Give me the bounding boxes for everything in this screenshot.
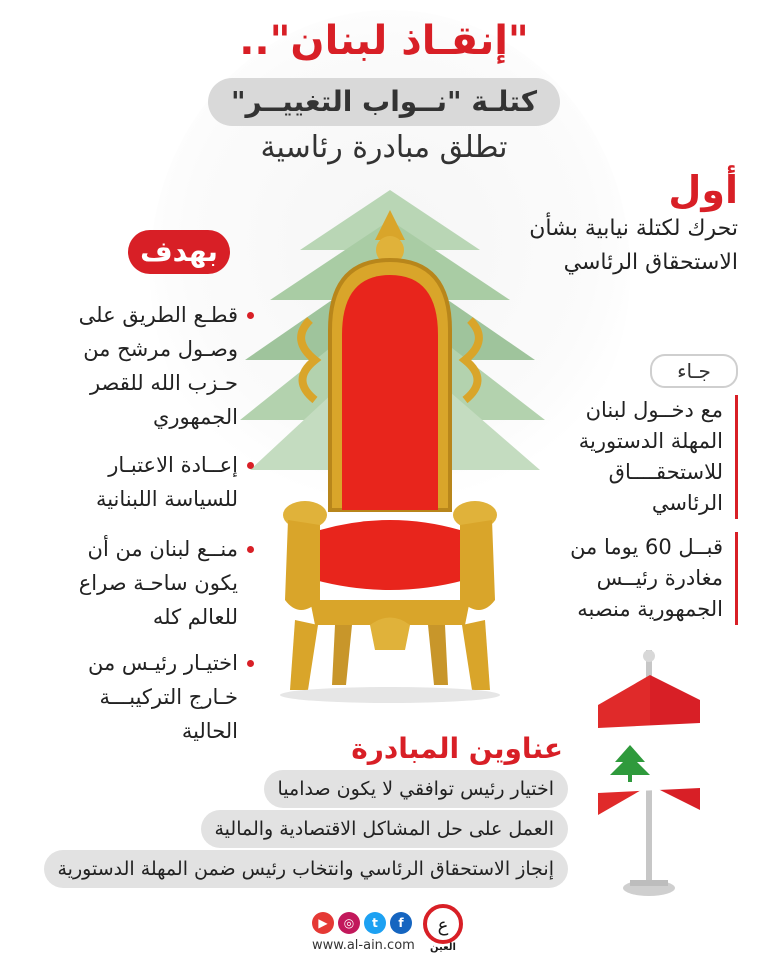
bullet-icon	[247, 312, 254, 319]
facebook-icon[interactable]: f	[390, 912, 412, 934]
svg-text:ع: ع	[437, 915, 449, 936]
title-pill: كتلـة "نــواب التغييــر"	[208, 78, 560, 126]
footer-url[interactable]: www.al-ain.com	[312, 938, 415, 953]
page-title: "إنقـاذ لبنان"..	[239, 18, 529, 64]
goal-item-text: منــع لبنان من أن يكون ساحـة صراع للعالم كله	[78, 537, 238, 629]
youtube-icon[interactable]: ▶	[312, 912, 334, 934]
goal-item-text: قطـع الطريق على وصـول مرشح من حـزب الله للقصر الجمهوري	[78, 303, 238, 429]
came-item: قبــل 60 يوما من مغادرة رئيــس الجمهورية منصبه	[563, 532, 738, 625]
initiative-item: اختيار رئيس توافقي لا يكون صداميا	[264, 770, 568, 808]
lebanon-flag-icon	[590, 650, 710, 900]
goal-badge: بهدف	[128, 230, 230, 274]
first-title: أول	[668, 168, 738, 212]
bullet-icon	[247, 546, 254, 553]
came-item: مع دخــول لبنان المهلة الدستورية للاستحقــــاق الرئاسي	[573, 395, 738, 519]
al-ain-logo	[420, 904, 466, 954]
first-text: تحرك لكتلة نيابية بشأن الاستحقاق الرئاسي	[529, 216, 738, 275]
came-label: جـاء	[650, 354, 738, 388]
bullet-icon	[247, 462, 254, 469]
initiative-title: عناوين المبادرة	[351, 732, 563, 765]
twitter-icon[interactable]: t	[364, 912, 386, 934]
instagram-icon[interactable]: ◎	[338, 912, 360, 934]
page-subtitle: تطلق مبادرة رئاسية	[260, 130, 508, 165]
goal-item	[48, 646, 238, 748]
logo-text: العين	[430, 942, 456, 953]
initiative-item: العمل على حل المشاكل الاقتصادية والمالية	[201, 810, 569, 848]
throne-illustration	[240, 180, 550, 720]
initiative-item: إنجاز الاستحقاق الرئاسي وانتخاب رئيس ضمن المهلة الدستورية	[44, 850, 569, 888]
goal-item	[48, 448, 238, 516]
goal-item-text: إعــادة الاعتبـار للسياسة اللبنانية	[95, 453, 238, 511]
goal-item	[48, 298, 238, 434]
goal-item-text: اختيـار رئيـس من خـارج التركيبـــة الحالية	[87, 651, 238, 743]
bullet-icon	[247, 660, 254, 667]
goal-item	[48, 532, 238, 634]
